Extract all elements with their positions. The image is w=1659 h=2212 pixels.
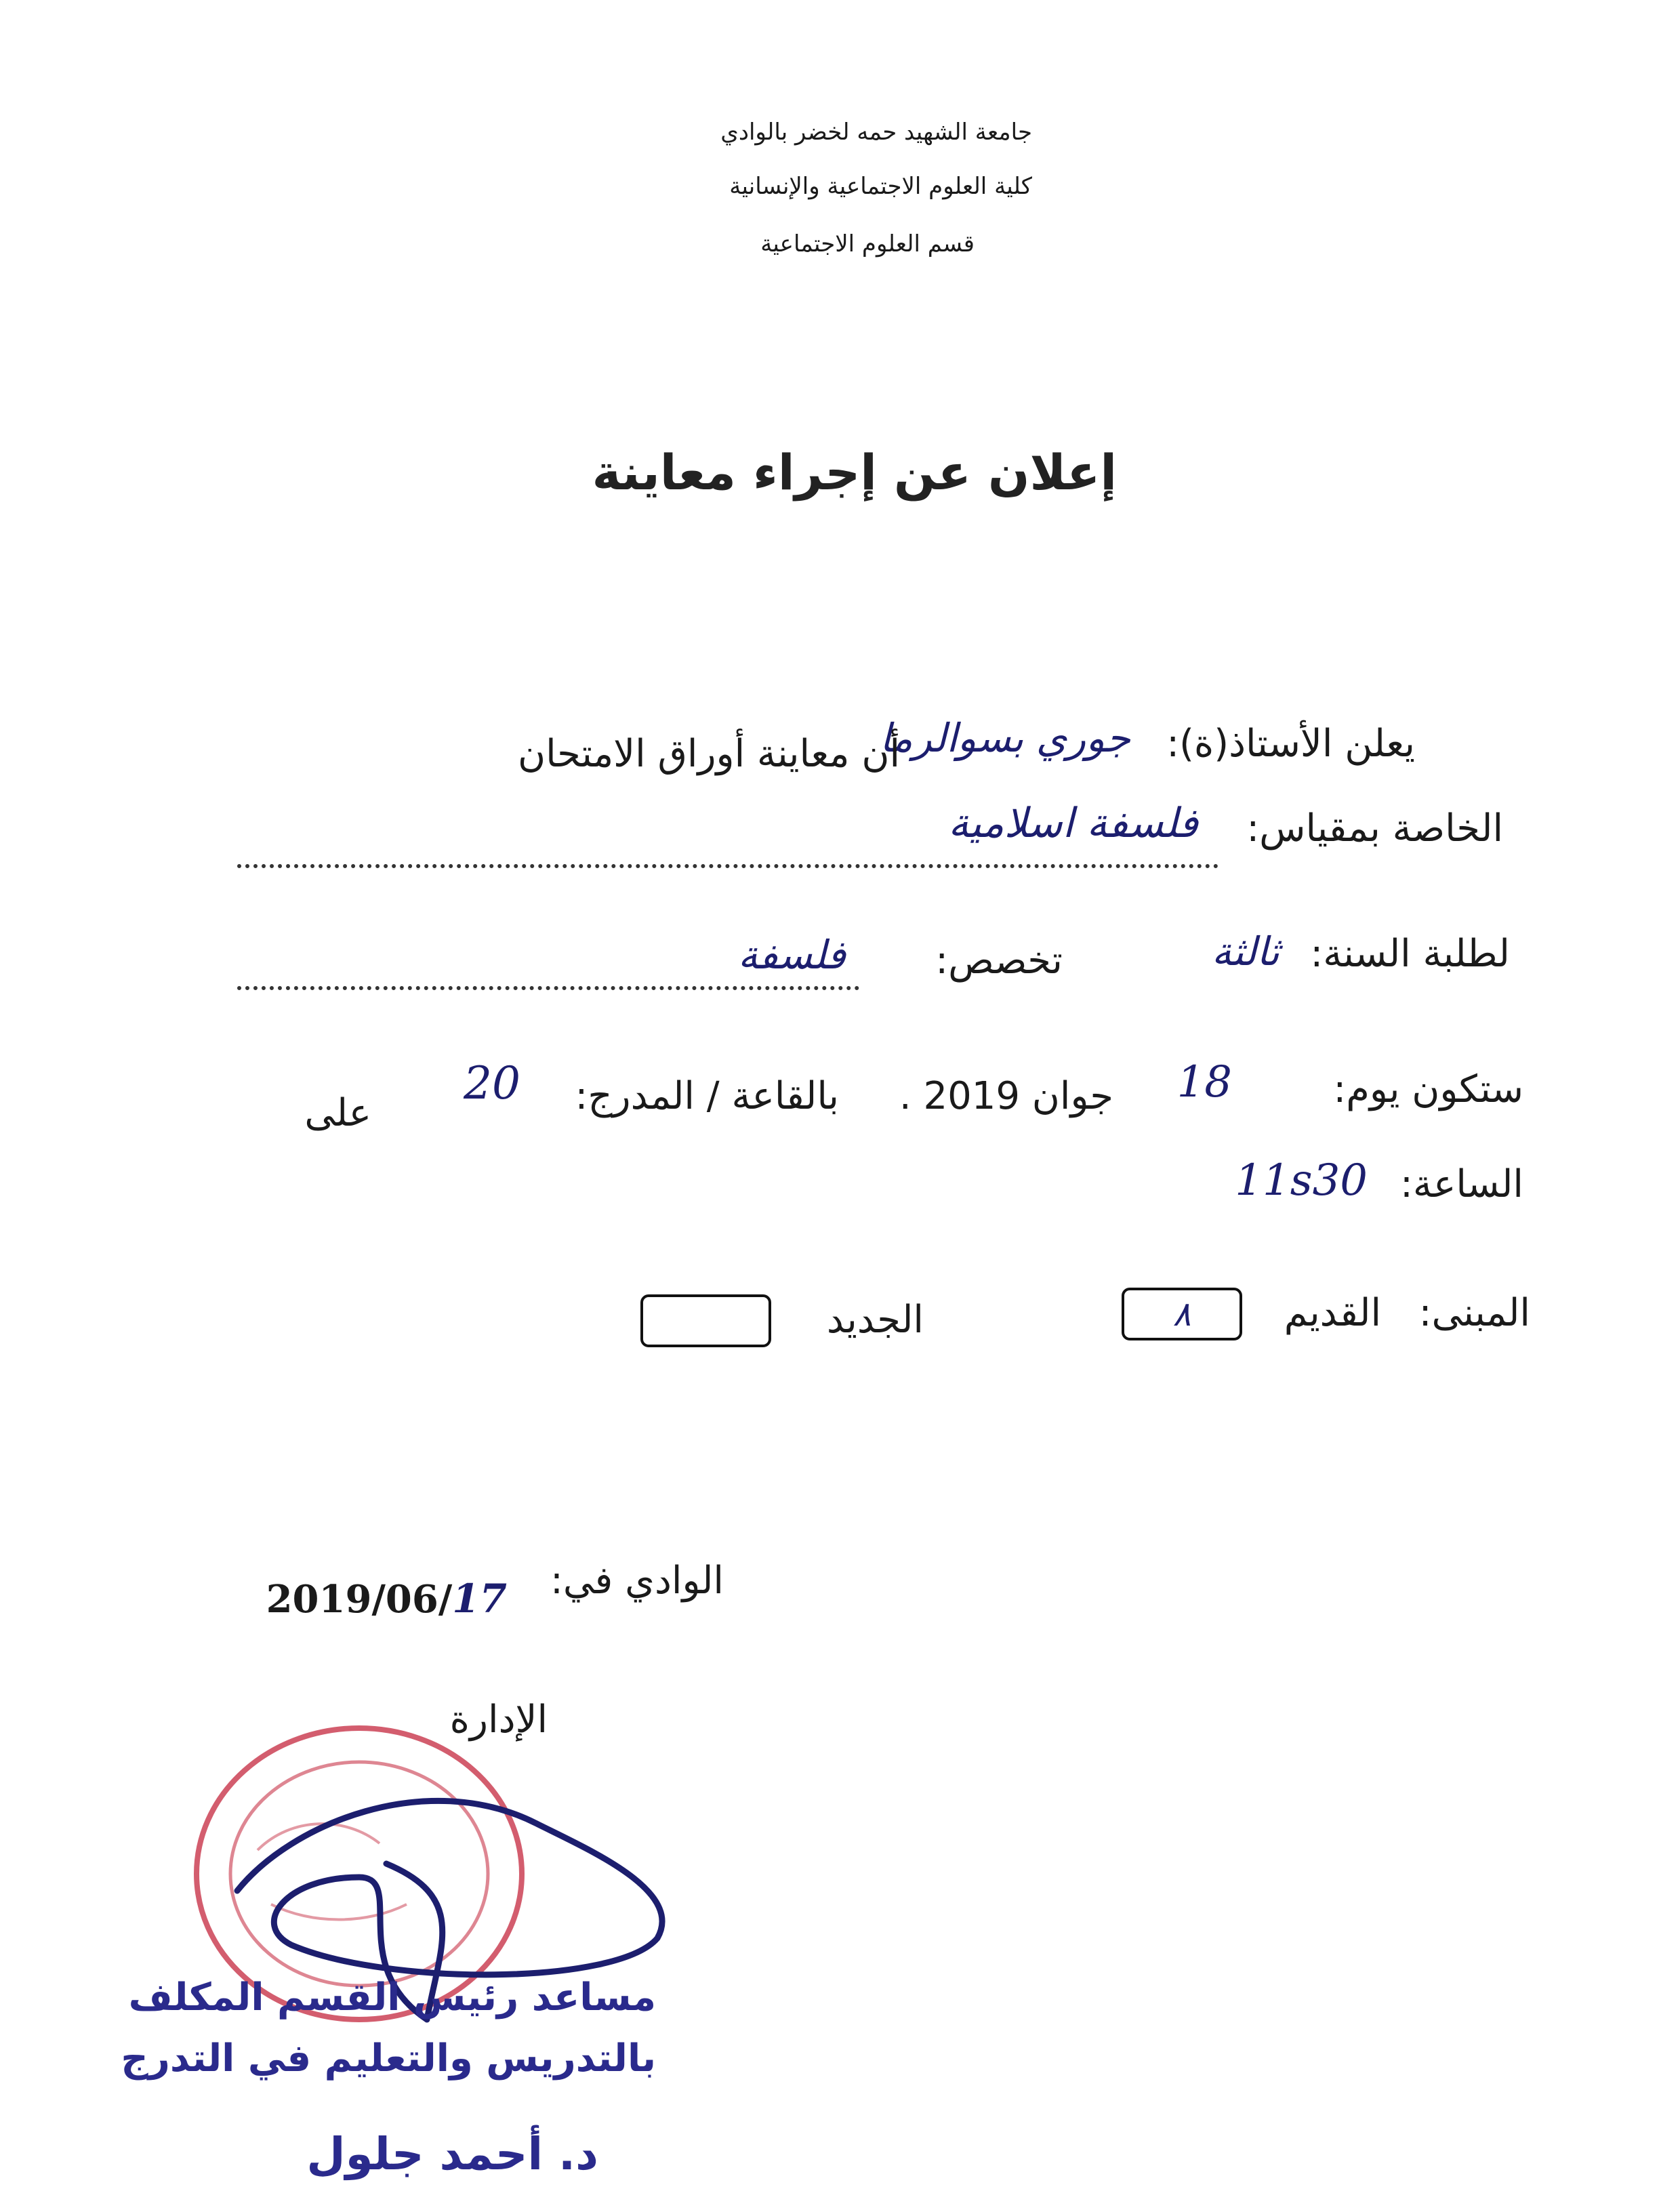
day-handwritten: 18	[1176, 1057, 1232, 1107]
faculty-name: كلية العلوم الاجتماعية والإنسانية	[729, 173, 1032, 200]
administration-label: الإدارة	[449, 1698, 548, 1742]
date-day-handwritten: 17	[452, 1576, 507, 1622]
building-old-label: القديم	[1284, 1291, 1381, 1335]
year-label: لطلبة السنة:	[1310, 932, 1510, 976]
stamp-line-2: بالتدريس والتعليم في التدرج	[121, 2036, 656, 2081]
on-label: على	[304, 1091, 371, 1135]
building-old-mark: ٨	[1172, 1294, 1191, 1334]
hall-handwritten: 20	[464, 1057, 520, 1109]
subject-dotted-line	[237, 864, 1218, 868]
time-handwritten: 11s30	[1235, 1155, 1368, 1206]
place-date-label: الوادي في:	[550, 1559, 724, 1603]
university-name: جامعة الشهيد حمه لخضر بالوادي	[720, 119, 1032, 146]
page-title: إعلان عن إجراء معاينة	[592, 444, 1117, 501]
hall-label: بالقاعة / المدرج:	[575, 1074, 839, 1118]
building-old-checkbox[interactable]	[1122, 1288, 1242, 1340]
subject-handwritten: فلسفة اسلامية	[948, 800, 1198, 847]
subject-label: الخاصة بمقياس:	[1246, 806, 1503, 851]
month-year: جوان 2019 .	[899, 1074, 1113, 1118]
specialty-dotted-line	[237, 986, 859, 990]
professor-name-handwritten: جوري بسوالرما	[879, 715, 1130, 761]
building-label: المبنى:	[1418, 1291, 1530, 1335]
time-label: الساعة:	[1400, 1162, 1523, 1206]
department-name: قسم العلوم الاجتماعية	[760, 230, 975, 258]
specialty-handwritten: فلسفة	[737, 932, 846, 978]
date-rest: 2019/06/	[266, 1577, 453, 1622]
building-new-checkbox[interactable]	[640, 1294, 771, 1347]
professor-suffix: أن معاينة أوراق الامتحان	[517, 732, 900, 776]
year-handwritten: ثالثة	[1211, 928, 1279, 975]
stamp-line-1: مساعد رئيس القسم المكلف	[128, 1975, 656, 2020]
specialty-label: تخصص:	[935, 939, 1063, 983]
day-label: ستكون يوم:	[1333, 1067, 1523, 1111]
professor-label: يعلن الأستاذ(ة):	[1166, 722, 1415, 766]
stamp-name: د. أحمد جلول	[306, 2128, 598, 2180]
date-line	[266, 1576, 507, 1622]
building-new-label: الجديد	[826, 1298, 924, 1342]
